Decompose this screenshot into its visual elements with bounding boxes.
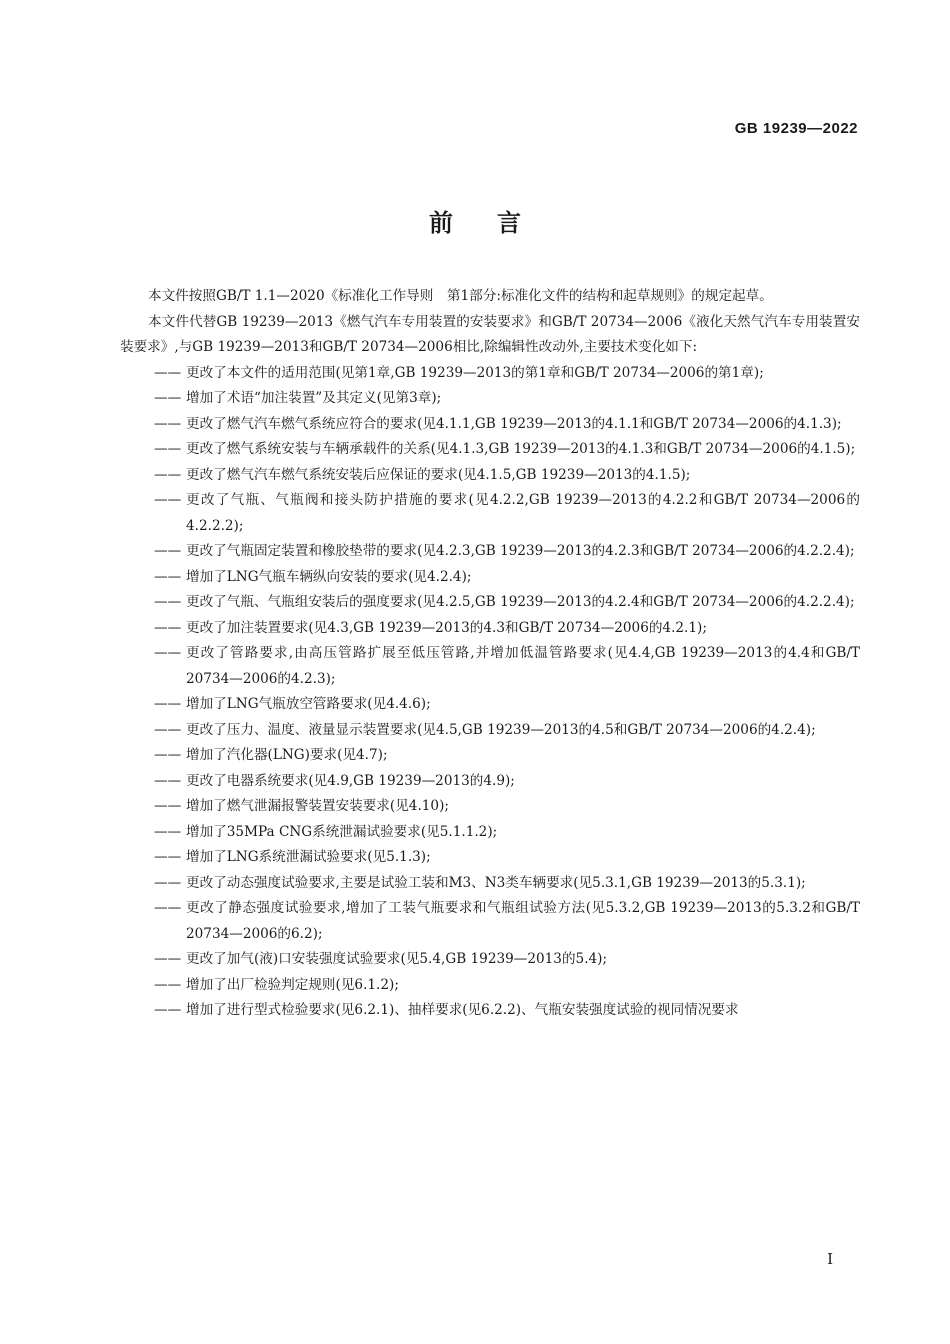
- dash-marker: ——: [154, 772, 182, 789]
- change-text: 增加了LNG系统泄漏试验要求(见5.1.3);: [186, 849, 431, 865]
- list-item: [120, 641, 860, 692]
- list-item: [120, 998, 860, 1024]
- change-text: 更改了燃气汽车燃气系统应符合的要求(见4.1.1,GB 19239—2013的4.1.1和GB/T 20734—2006的4.1.3);: [186, 415, 842, 432]
- dash-marker: ——: [154, 1002, 182, 1018]
- dash-marker: ——: [154, 951, 182, 967]
- change-text: 更改了动态强度试验要求,主要是试验工装和M3、N3类车辆要求(见5.3.1,GB 19239—2013的5.3.1);: [186, 874, 806, 891]
- change-text: 更改了压力、温度、液量显示装置要求(见4.5,GB 19239—2013的4.5和GB/T 20734—2006的4.2.4);: [186, 721, 816, 738]
- change-text: 更改了本文件的适用范围(见第1章,GB 19239—2013的第1章和GB/T 20734—2006的第1章);: [186, 364, 764, 381]
- intro-paragraph: 本文件按照GB/T 1.1—2020《标准化工作导则 第1部分:标准化文件的结构和起草规则》的规定起草。: [148, 288, 773, 304]
- list-item: [120, 871, 860, 897]
- replacement-paragraph: 本文件代替GB 19239—2013《燃气汽车专用装置的安装要求》和GB/T 20734—2006《液化天然气汽车专用装置安装要求》,与GB 19239—2013和GB/T 20734—2006相比,除编辑性改动外,主要技术变化如下:: [120, 313, 860, 355]
- standard-code: GB 19239—2022: [734, 120, 858, 137]
- dash-marker: ——: [154, 415, 182, 432]
- list-item: [120, 590, 860, 616]
- changes-list: [120, 361, 860, 1024]
- dash-marker: ——: [154, 874, 182, 891]
- list-item: [120, 718, 860, 744]
- list-item: [120, 743, 860, 769]
- list-item: [120, 692, 860, 718]
- change-text: 更改了加气(液)口安装强度试验要求(见5.4,GB 19239—2013的5.4);: [186, 951, 608, 967]
- list-item: [120, 973, 860, 999]
- list-item: [120, 820, 860, 846]
- list-item: [120, 947, 860, 973]
- dash-marker: ——: [154, 696, 182, 712]
- change-text: 更改了电器系统要求(见4.9,GB 19239—2013的4.9);: [186, 772, 515, 789]
- list-item: [120, 386, 860, 412]
- dash-marker: ——: [154, 441, 182, 457]
- dash-marker: ——: [154, 823, 182, 840]
- change-text: 更改了管路要求,由高压管路扩展至低压管路,并增加低温管路要求(见4.4,GB 19239—2013的4.4和GB/T 20734—2006的4.2.3);: [186, 645, 860, 687]
- dash-marker: ——: [154, 976, 182, 993]
- list-item: [120, 896, 860, 947]
- list-item: [120, 463, 860, 489]
- document-body: [120, 284, 860, 1024]
- change-text: 增加了LNG气瓶放空管路要求(见4.4.6);: [186, 696, 431, 712]
- dash-marker: ——: [154, 364, 182, 381]
- change-text: 更改了气瓶、气瓶阀和接头防护措施的要求(见4.2.2,GB 19239—2013的4.2.2和GB/T 20734—2006的4.2.2.2);: [186, 492, 860, 534]
- change-text: 增加了LNG气瓶车辆纵向安装的要求(见4.2.4);: [186, 568, 472, 585]
- change-text: 增加了进行型式检验要求(见6.2.1)、抽样要求(见6.2.2)、气瓶安装强度试验的视同情况要求: [186, 1002, 739, 1018]
- list-item: [120, 769, 860, 795]
- change-text: 增加了35MPa CNG系统泄漏试验要求(见5.1.1.2);: [186, 823, 498, 840]
- dash-marker: ——: [154, 492, 182, 508]
- dash-marker: ——: [154, 619, 182, 636]
- list-item: [120, 845, 860, 871]
- page-number: I: [827, 1250, 833, 1268]
- dash-marker: ——: [154, 390, 182, 406]
- list-item: [120, 565, 860, 591]
- dash-marker: ——: [154, 849, 182, 865]
- list-item: [120, 361, 860, 387]
- change-text: 增加了燃气泄漏报警装置安装要求(见4.10);: [186, 798, 449, 814]
- dash-marker: ——: [154, 747, 182, 763]
- dash-marker: ——: [154, 645, 182, 661]
- dash-marker: ——: [154, 798, 182, 814]
- dash-marker: ——: [154, 594, 182, 610]
- change-text: 更改了燃气汽车燃气系统安装后应保证的要求(见4.1.5,GB 19239—2013的4.1.5);: [186, 466, 691, 483]
- list-item: [120, 794, 860, 820]
- dash-marker: ——: [154, 568, 182, 585]
- dash-marker: ——: [154, 543, 182, 559]
- list-item: [120, 616, 860, 642]
- dash-marker: ——: [154, 900, 182, 916]
- dash-marker: ——: [154, 721, 182, 738]
- change-text: 更改了燃气系统安装与车辆承载件的关系(见4.1.3,GB 19239—2013的4.1.3和GB/T 20734—2006的4.1.5);: [186, 441, 856, 457]
- change-text: 更改了静态强度试验要求,增加了工装气瓶要求和气瓶组试验方法(见5.3.2,GB 19239—2013的5.3.2和GB/T 20734—2006的6.2);: [186, 900, 860, 942]
- change-text: 更改了加注装置要求(见4.3,GB 19239—2013的4.3和GB/T 20734—2006的4.2.1);: [186, 619, 707, 636]
- change-text: 更改了气瓶固定装置和橡胶垫带的要求(见4.2.3,GB 19239—2013的4.2.3和GB/T 20734—2006的4.2.2.4);: [186, 543, 855, 559]
- page-title: 前言: [429, 209, 565, 237]
- list-item: [120, 437, 860, 463]
- dash-marker: ——: [154, 466, 182, 483]
- change-text: 更改了气瓶、气瓶组安装后的强度要求(见4.2.5,GB 19239—2013的4.2.4和GB/T 20734—2006的4.2.2.4);: [186, 594, 855, 610]
- list-item: [120, 412, 860, 438]
- list-item: [120, 488, 860, 539]
- change-text: 增加了汽化器(LNG)要求(见4.7);: [186, 747, 388, 763]
- change-text: 增加了术语“加注装置”及其定义(见第3章);: [186, 390, 442, 406]
- list-item: [120, 539, 860, 565]
- change-text: 增加了出厂检验判定规则(见6.1.2);: [186, 976, 399, 993]
